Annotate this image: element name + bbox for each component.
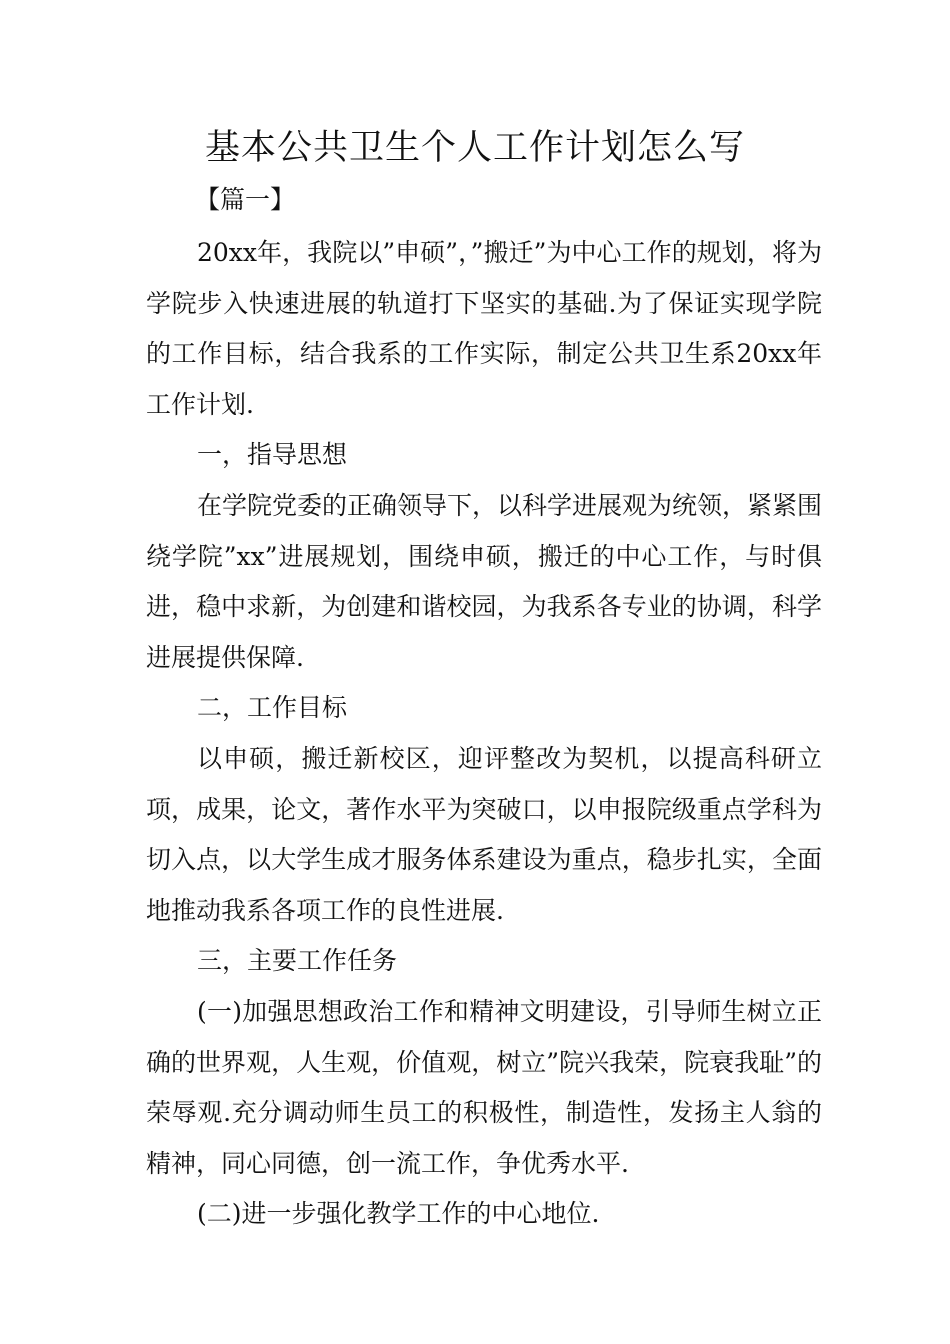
paragraph-work-goals: 以申硕，搬迁新校区，迎评整改为契机，以提高科研立项，成果，论文，著作水平为突破口，以申报院级重点学科为切入点，以大学生成才服务体系建设为重点，稳步扎实，全面地推动我系各项工作的良性进展. [146,743,822,925]
heading-guiding-ideology: 一，指导思想 [197,440,348,470]
section-label: 【篇一】 [195,185,296,214]
heading-main-tasks: 三，主要工作任务 [197,946,398,976]
paragraph-guiding-ideology: 在学院党委的正确领导下，以科学进展观为统领，紧紧围绕学院”xx”进展规划，围绕申硕，搬迁的中心工作，与时俱进，稳中求新，为创建和谐校园，为我系各专业的协调，科学进展提供保障. [146,490,823,672]
heading-work-goals: 二，工作目标 [197,693,348,723]
paragraph-task-two: (二)进一步强化教学工作的中心地位. [197,1199,600,1229]
paragraph-intro: 20xx年，我院以”申硕”，”搬迁”为中心工作的规划，将为学院步入快速进展的轨道打下坚实的基础.为了保证实现学院的工作目标，结合我系的工作实际，制定公共卫生系20xx年工作计划. [146,238,822,419]
paragraph-task-one: (一)加强思想政治工作和精神文明建设，引导师生树立正确的世界观，人生观，价值观，树立”院兴我荣，院衰我耻”的荣辱观.充分调动师生员工的积极性，制造性，发扬主人翁的精神，同心同德，创一流工作，争优秀水平. [146,996,822,1178]
document-title: 基本公共卫生个人工作计划怎么写 [204,128,745,168]
document-body [146,228,822,1240]
